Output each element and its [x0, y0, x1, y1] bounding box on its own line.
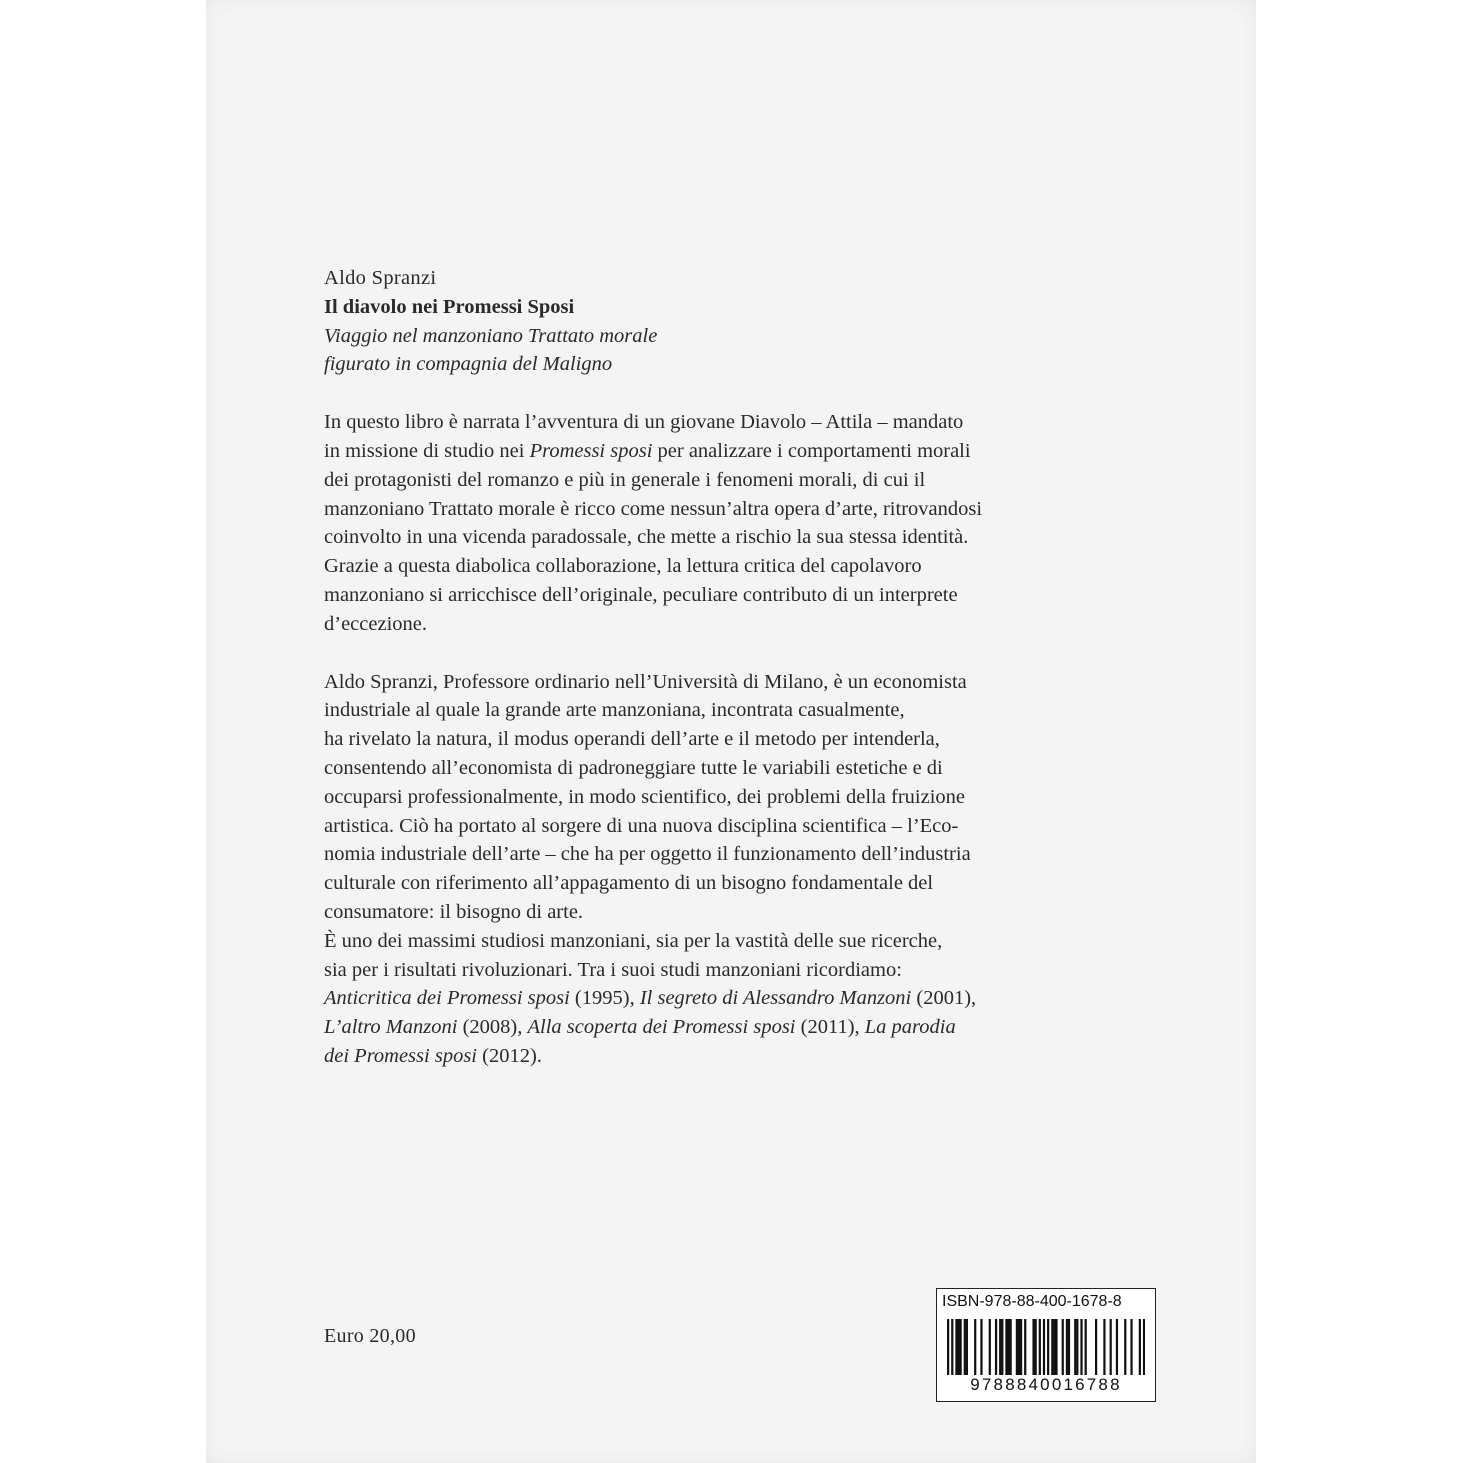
barcode-bar	[964, 1319, 966, 1375]
barcode-bar	[1010, 1319, 1012, 1375]
barcode-bar	[1066, 1319, 1068, 1375]
barcode-bar	[1016, 1319, 1018, 1375]
barcode-bar	[1080, 1319, 1082, 1375]
barcode-bar	[1139, 1319, 1141, 1375]
author-name: Aldo Spranzi	[324, 267, 437, 289]
synopsis-paragraph: In questo libro è narrata l’avventura di un giovane Diavolo – Attila – mandato in missione di studio nei Promessi sposi per analizzare i comportamenti morali dei protagonisti del romanzo e più in generale i fenomeni morali, di cui il manzoniano Trattato morale è ricco come nessun’altra opera d’arte, ritrovandosi coinvolto in una vicenda paradossale, che mette a rischio la sua stessa identità. Grazie a questa diabolica collaborazione, la lettura critica del capolavoro manzoniano si arricchisce dell’originale, peculiare contributo di un interprete d’eccezione.	[324, 411, 983, 635]
barcode-bar	[974, 1319, 976, 1375]
barcode-bar	[951, 1319, 953, 1375]
barcode-bar	[960, 1319, 962, 1375]
barcode-bar	[1039, 1319, 1041, 1375]
barcode-bar	[1085, 1319, 1087, 1375]
work-title: La parodia dei Promessi sposi	[324, 1016, 956, 1067]
author-bio-paragraph: Aldo Spranzi, Professore ordinario nell’Università di Milano, è un economista industriale al quale la grande arte manzoniana, incontrata casualmente, ha rivelato la natura, il modus operandi dell’arte e il metodo per intenderla, consentendo all’economista di padroneggiare tutte le variabili estetiche e di occuparsi professionalmente, in modo scientifico, dei problemi della fruizione artistica. Ciò ha portato al sorgere di una nuova disciplina scientifica – l’Eco- nomia industriale dell’arte – che ha per oggetto il funzionamento dell’industria culturale con riferimento all’appagamento di un bisogno fondamentale del consumatore: il bisogno di arte.	[324, 670, 971, 923]
barcode-bar	[999, 1319, 1001, 1375]
barcode-bar	[980, 1319, 982, 1375]
barcode-bar	[957, 1319, 959, 1375]
barcode-bar	[1007, 1319, 1009, 1375]
barcode-bar	[1143, 1319, 1145, 1375]
barcode-bar	[966, 1319, 968, 1375]
work-title: L’altro Manzoni	[324, 1016, 458, 1039]
book-subtitle-line-2: figurato in compagnia del Maligno	[324, 353, 613, 376]
barcode-bar	[1055, 1319, 1057, 1375]
back-cover-text	[324, 264, 1134, 1071]
barcode-bar	[1035, 1319, 1037, 1375]
book-title: Il diavolo nei Promessi Sposi	[324, 295, 575, 318]
barcode-bar	[1095, 1319, 1097, 1375]
barcode-bar	[1103, 1319, 1105, 1375]
barcode-bar	[1062, 1319, 1064, 1375]
isbn-barcode	[936, 1288, 1156, 1402]
barcode-bar	[1110, 1319, 1112, 1375]
barcode-bar	[1130, 1319, 1132, 1375]
barcode-bar	[1024, 1319, 1026, 1375]
barcode-bar	[1053, 1319, 1055, 1375]
work-title: Anticritica dei Promessi sposi	[324, 987, 570, 1010]
barcode-bar	[1076, 1319, 1078, 1375]
barcode-bar	[995, 1319, 997, 1375]
barcode-bar	[1047, 1319, 1049, 1375]
barcode-bar	[1116, 1319, 1118, 1375]
isbn-label: ISBN-978-88-400-1678-8	[942, 1293, 1122, 1310]
barcode-bar	[1074, 1319, 1076, 1375]
barcode-bar	[1005, 1319, 1007, 1375]
barcode-bar	[989, 1319, 991, 1375]
barcode-bar	[955, 1319, 957, 1375]
price-label: Euro 20,00	[324, 1325, 416, 1347]
barcode-bar	[1020, 1319, 1022, 1375]
barcode-bar	[1051, 1319, 1053, 1375]
barcode-bar	[1018, 1319, 1020, 1375]
barcode-bar	[1068, 1319, 1070, 1375]
barcode-bar	[1001, 1319, 1003, 1375]
barcode-bar	[947, 1319, 949, 1375]
author-works-paragraph: È uno dei massimi studiosi manzoniani, sia per la vastità delle sue ricerche, sia per i risultati rivoluzionari. Tra i suoi studi manzoniani ricordiamo: Anticritica dei Promessi sposi (1995), Il segreto di Alessandro Manzoni (2001), L’altro Manzoni (2008), Alla scoperta dei Promessi sposi (2011), La parodia dei Promessi sposi (2012).	[324, 929, 977, 1067]
book-subtitle-line-1: Viaggio nel manzoniano Trattato morale	[324, 324, 658, 347]
barcode-bar	[1032, 1319, 1034, 1375]
barcode-bars-icon	[947, 1319, 1145, 1375]
barcode-bar	[1124, 1319, 1126, 1375]
work-title: Il segreto di Alessandro Manzoni	[639, 987, 912, 1010]
barcode-digits: 9788840016788	[970, 1375, 1122, 1394]
work-title: Alla scoperta dei Promessi sposi	[527, 1016, 796, 1039]
barcode-bar	[1043, 1319, 1045, 1375]
